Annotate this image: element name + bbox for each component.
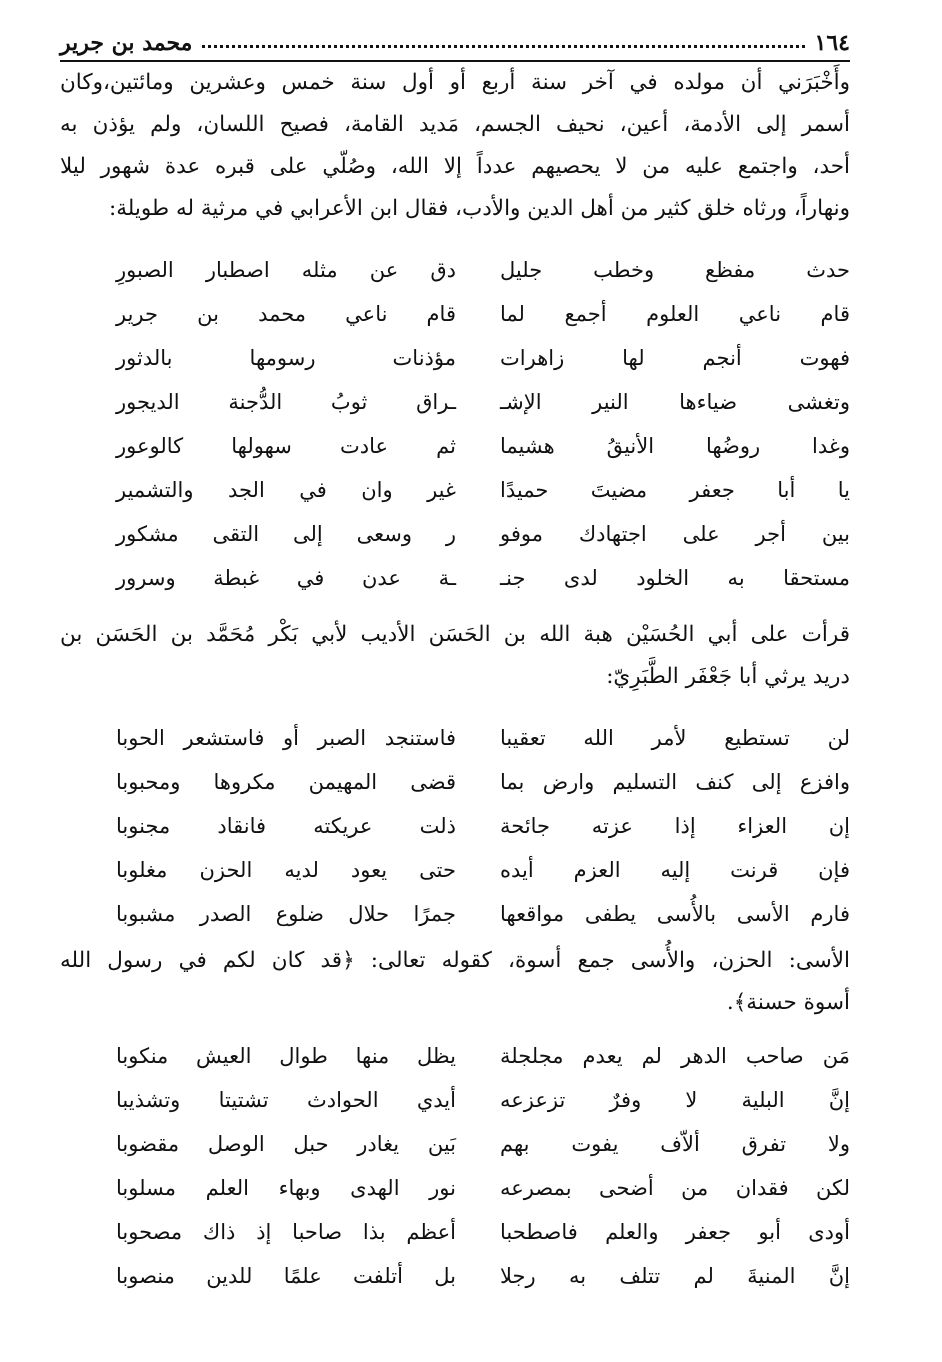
verse-second-hemistich: أعظم بذا صاحبا إذ ذاك مصحوبا (116, 1220, 456, 1244)
verse-second-hemistich: مؤذنات رسومها بالدثور (116, 346, 456, 370)
verse-first-hemistich: يا أبا جعفر مضيتَ حميدًا (500, 478, 850, 502)
verse-second-hemistich: نور الهدى وبهاء العلم مسلوبا (116, 1176, 456, 1200)
verse-line (60, 892, 850, 936)
verse-second-hemistich: دق عن مثله اصطبار الصبورِ (116, 258, 456, 282)
text-line: أحد، واجتمع عليه من لا يحصيهم عدداً إلا الله، وصُلّي على قبره عدة شهور ليلا (60, 154, 850, 179)
verse-first-hemistich: بين أجر على اجتهادك موفو (500, 522, 850, 546)
verse-line (60, 1122, 850, 1166)
verse-first-hemistich: وغدا روضُها الأنيقُ هشيما (500, 434, 850, 458)
paragraph-2 (60, 614, 850, 698)
verse-line (60, 336, 850, 380)
verse-second-hemistich: حتى يعود لديه الحزن مغلوبا (116, 858, 456, 882)
verse-line (60, 1034, 850, 1078)
verse-second-hemistich: قام ناعي محمد بن جرير (116, 302, 456, 326)
verse-first-hemistich: لن تستطيع لأمر الله تعقيبا (500, 726, 850, 750)
header-leader-dots (202, 45, 804, 48)
page-number: ١٦٤ (814, 30, 850, 56)
paragraph-3 (60, 940, 850, 1024)
verse-line (60, 848, 850, 892)
verse-line (60, 248, 850, 292)
text-line: أسوة حسنة﴾. (726, 990, 850, 1015)
verse-line (60, 556, 850, 600)
verse-line (60, 716, 850, 760)
verse-second-hemistich: قضى المهيمن مكروها ومحبوبا (116, 770, 456, 794)
text-line: الأسى: الحزن، والأُسى جمع أسوة، كقوله تعالى: ﴿قد كان لكم في رسول الله (60, 948, 850, 973)
poem-1 (60, 248, 850, 600)
verse-second-hemistich: أيدي الحوادث تشتيتا وتشذيبا (116, 1088, 456, 1112)
verse-line (60, 1078, 850, 1122)
verse-line (60, 424, 850, 468)
verse-second-hemistich: يظل منها طوال العيش منكوبا (116, 1044, 456, 1068)
verse-first-hemistich: إنَّ البلية لا وفرٌ تزعزعه (500, 1088, 850, 1112)
verse-second-hemistich: بَين يغادر حبل الوصل مقضوبا (116, 1132, 456, 1156)
verse-first-hemistich: فإن قرنت إليه العزم أيده (500, 858, 850, 882)
verse-first-hemistich: فهوت أنجم لها زاهرات (500, 346, 850, 370)
verse-first-hemistich: لكن فقدان من أضحى بمصرعه (500, 1176, 850, 1200)
verse-second-hemistich: ثم عادت سهولها كالوعور (116, 434, 456, 458)
text-line: وأَخْبَرَني أن مولده في آخر سنة أربع أو أول سنة خمس وعشرين ومائتين،وكان (60, 70, 850, 95)
verse-first-hemistich: وتغشى ضياءها النير الإشـ (500, 390, 850, 414)
verse-second-hemistich: ـراق ثوبُ الدُّجنة الديجور (116, 390, 456, 414)
verse-line (60, 804, 850, 848)
paragraph-1 (60, 62, 850, 230)
verse-second-hemistich: فاستنجد الصبر أو فاستشعر الحوبا (116, 726, 456, 750)
verse-line (60, 512, 850, 556)
verse-second-hemistich: بل أتلفت علمًا للدين منصوبا (116, 1264, 456, 1288)
verse-line (60, 380, 850, 424)
verse-second-hemistich: ذلت عريكته فانقاد مجنوبا (116, 814, 456, 838)
page-header (60, 22, 850, 62)
poem-3 (60, 1034, 850, 1298)
running-title: محمد بن جرير (60, 30, 193, 56)
text-line: دريد يرثي أبا جَعْفَر الطَّبَرِيّ: (606, 664, 850, 689)
text-line: أسمر إلى الأدمة، أعين، نحيف الجسم، مَديد القامة، فصيح اللسان، ولم يؤذن به (60, 112, 850, 137)
text-line: قرأت على أبي الحُسَيْن هبة الله بن الحَسَن الأديب لأبي بَكْر مُحَمَّد بن الحَسَن بن (60, 622, 850, 647)
verse-line (60, 468, 850, 512)
poem-2 (60, 716, 850, 936)
verse-line (60, 1210, 850, 1254)
verse-line (60, 1166, 850, 1210)
text-line: ونهاراً، ورثاه خلق كثير من أهل الدين والأدب، فقال ابن الأعرابي في مرثية له طويلة: (109, 196, 850, 221)
verse-line (60, 1254, 850, 1298)
verse-line (60, 292, 850, 336)
verse-second-hemistich: ـة عدن في غبطة وسرور (116, 566, 456, 590)
verse-second-hemistich: غير وان في الجد والتشمير (116, 478, 456, 502)
verse-first-hemistich: فارم الأسى بالأُسى يطفى مواقعها (500, 902, 850, 926)
verse-second-hemistich: جمرًا حلال ضلوع الصدر مشبوبا (116, 902, 456, 926)
verse-first-hemistich: وافزع إلى كنف التسليم وارض بما (500, 770, 850, 794)
verse-first-hemistich: أودى أبو جعفر والعلم فاصطحبا (500, 1220, 850, 1244)
verse-first-hemistich: حدث مفظع وخطب جليل (500, 258, 850, 282)
verse-first-hemistich: إن العزاء إذا عزته جائحة (500, 814, 850, 838)
verse-first-hemistich: قام ناعي العلوم أجمع لما (500, 302, 850, 326)
verse-second-hemistich: ر وسعى إلى التقى مشكور (116, 522, 456, 546)
verse-first-hemistich: مستحقا به الخلود لدى جنـ (500, 566, 850, 590)
verse-first-hemistich: إنَّ المنيةَ لم تتلف به رجلا (500, 1264, 850, 1288)
verse-line (60, 760, 850, 804)
verse-first-hemistich: ولا تفرق ألاّف يفوت بهم (500, 1132, 850, 1156)
verse-first-hemistich: مَن صاحب الدهر لم يعدم مجلجلة (500, 1044, 850, 1068)
